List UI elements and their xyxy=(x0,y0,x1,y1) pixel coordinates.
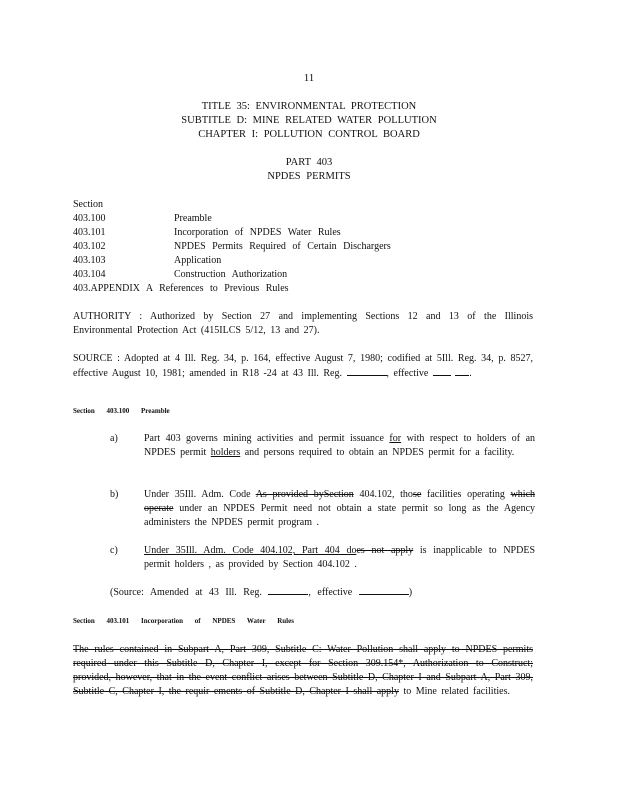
text-run: Part 403 governs mining activities and permit issuance xyxy=(144,433,384,444)
part-number: PART 403 xyxy=(285,157,333,168)
text-run: to Mine related facilities. xyxy=(403,686,510,697)
deleted-text: which operate xyxy=(144,489,536,514)
blank-line xyxy=(455,366,469,376)
toc-section-title: Preamble xyxy=(174,213,212,224)
blank-line xyxy=(433,366,451,376)
text-run: facilities operating xyxy=(426,489,505,500)
subsection-text xyxy=(144,432,535,460)
blank-line xyxy=(347,366,387,376)
deleted-text: se xyxy=(412,489,422,500)
page-number: 11 xyxy=(303,72,315,84)
text-run: (Source: Amended at 43 Ill. Reg. xyxy=(110,587,262,598)
part-block xyxy=(0,156,618,184)
subsection-label: c) xyxy=(110,545,118,556)
deleted-text: The rules contained in Subpart A, Part 309, Subtitle C: Water Pollution shall apply to NPDES permits required under this Subtitle D, Chapter I, except for Section 309.154*, Authorization to Construct; provided, however, that in the event conflict arises between Subtitle D, Chapter I and Subpart A, Part 309, Subtitle C, Chapter I, the requir ements of Subtitle D, Chapter I shall apply xyxy=(73,644,533,697)
inserted-text: holders xyxy=(210,447,241,458)
table-of-contents xyxy=(73,198,391,296)
inserted-text: for xyxy=(389,433,402,444)
toc-section-title: Incorporation of NPDES Water Rules xyxy=(174,227,341,238)
section-heading-403-101: Section 403.101 Incorporation of NPDES Water Rules xyxy=(73,617,294,625)
toc-section-number: 403.103 xyxy=(73,255,106,266)
toc-heading: Section xyxy=(73,199,103,210)
toc-section-number: 403.101 xyxy=(73,227,106,238)
section-source-note xyxy=(110,585,535,600)
toc-section-title: Construction Authorization xyxy=(174,269,288,280)
section-101-body xyxy=(73,643,533,699)
source-end: . xyxy=(469,368,472,379)
subsection-a xyxy=(110,432,535,460)
toc-appendix: 403.APPENDIX A References to Previous Rules xyxy=(73,283,289,294)
subsection-text xyxy=(144,544,535,572)
inserted-text: Under 35Ill. Adm. Code 404.102, Part 404 do xyxy=(144,545,357,556)
deleted-text: As provided bySection xyxy=(255,489,354,500)
subsection-b xyxy=(110,488,535,530)
subsection-label: b) xyxy=(110,489,119,500)
text-run: 404.102, tho xyxy=(359,489,413,500)
blank-line xyxy=(268,585,308,595)
toc-section-number: 403.100 xyxy=(73,213,106,224)
subsection-label: a) xyxy=(110,433,118,444)
text-run: and persons required to obtain an NPDES permit for a facility. xyxy=(244,447,515,458)
source-note xyxy=(73,352,533,381)
toc-section-title: NPDES Permits Required of Certain Dischargers xyxy=(174,241,391,252)
authority-note: AUTHORITY : Authorized by Section 27 and implementing Sections 12 and 13 of the Illinois Environmental Protection Act (415ILCS 5/12, 13 and 27). xyxy=(73,311,533,336)
title-line: TITLE 35: ENVIRONMENTAL PROTECTION xyxy=(201,101,417,112)
toc-section-number: 403.102 xyxy=(73,241,106,252)
toc-row xyxy=(73,240,391,254)
toc-row xyxy=(73,212,391,226)
chapter-line: CHAPTER I: POLLUTION CONTROL BOARD xyxy=(198,129,420,140)
section-heading-403-100: Section 403.100 Preamble xyxy=(73,407,170,415)
source-effective: , effective xyxy=(386,368,429,379)
text-run: under an NPDES Permit need not obtain a state permit so long as the Agency administers the NPDES permit program . xyxy=(144,503,536,528)
subsection-text xyxy=(144,488,535,530)
title-block xyxy=(0,100,618,142)
text-run: Under 35Ill. Adm. Code xyxy=(144,489,251,500)
text-run: ) xyxy=(408,587,413,598)
toc-row xyxy=(73,254,391,268)
toc-row xyxy=(73,226,391,240)
text-run: is inapplicable to NPDES permit holders , as provided by Section 404.102 . xyxy=(144,545,536,570)
subtitle-line: SUBTITLE D: MINE RELATED WATER POLLUTION xyxy=(181,115,437,126)
part-title: NPDES PERMITS xyxy=(267,171,351,182)
toc-section-number: 403.104 xyxy=(73,269,106,280)
text-run: with respect to holders of an NPDES permit xyxy=(144,433,536,458)
blank-line xyxy=(359,585,409,595)
text-run: , effective xyxy=(308,587,353,598)
deleted-text: es not apply xyxy=(356,545,414,556)
toc-section-title: Application xyxy=(174,255,222,266)
subsection-c xyxy=(110,544,535,572)
source-note-text xyxy=(110,585,535,600)
source-text: SOURCE : Adopted at 4 Ill. Reg. 34, p. 164, effective August 7, 1980; codified at 5Ill. Reg. 34, p. 8527, effective August 10, 1981; amended in R18 -24 at 43 Ill. Reg. xyxy=(73,353,533,379)
toc-row xyxy=(73,268,391,282)
